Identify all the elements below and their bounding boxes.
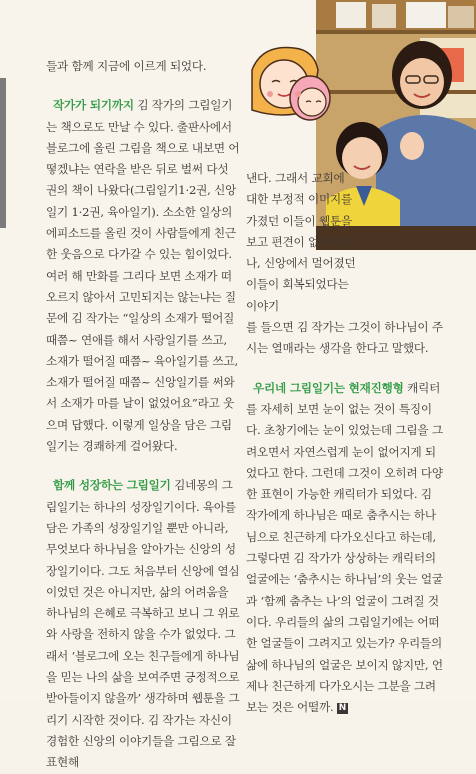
- section-3-text: 캐릭터를 자세히 보면 눈이 없는 것이 특징이다. 초창기에는 눈이 있었는데 그림을 그려오면서 자연스럽게 눈이 없어지게 되었다고 한다. 그런데 그것이 오히려 다양한 표현이 가능한 캐릭터가 되었다. 김 작가에게 하나님은 때로 춤추시는 하나님으로 친근하게 다가오신다고 하는데, 그렇다면 김 작가가 상상하는 캐릭터의 얼굴에는 ‘춤추시는 하나님’의 웃는 얼굴과 ‘함께 춤추는 나’의 얼굴이 그려질 것이다. 우리들의 삶의 그림일기에는 어떠한 얼굴들이 그려지고 있는가? 우리들의 삶에 하나님의 얼굴은 보이지 않지만, 언제나 친근하게 다가오시는 그분을 그려보는 것은 어떨까.: [246, 380, 443, 715]
- cartoon-characters-illustration: [232, 40, 336, 128]
- end-mark-icon: N: [338, 702, 347, 713]
- section-1-heading: 작가가 되기까지: [52, 98, 134, 113]
- section-1-text: 김 작가의 그림일기는 책으로도 만날 수 있다. 출판사에서 블로그에 올린 그림을 책으로 내보면 어떻겠냐는 연락을 받은 뒤로 벌써 다섯 권의 책이 나왔다(그림일기1·2권, 신앙일기 1·2권, 육아일기). 소소한 일상의 에피소드를 올린 것이 사람들에게 친근한 웃음으로 다가갈 수 있는 힘이었다. 여러 해 만화를 그리다 보면 소재가 떠오르지 않아서 고민되지는 않는냐는 질문에 김 작가는 “일상의 소재가 떨어질 때쯤~ 연애를 해서 사랑일기를 쓰고, 소재가 떨어질 때쯤~ 육아일기를 쓰고, 소재가 떨어질 때쯤~ 신앙일기를 써와서 소재가 마를 날이 없었어요”라고 웃으며 답했다. 이렇게 일상을 담은 그림일기는 경쾌하게 걸어왔다.: [46, 98, 240, 454]
- section-2-continued-narrow: 낸다. 그래서 교회에 대한 부정적 이미지를 가졌던 이들이 웹툰을 보고 편견이 없어지거나, 신앙에서 멀어졌던 이들이 회복되었다는 이야기: [246, 171, 356, 313]
- section-2-text: 김네몽의 그림일기는 하나의 성장일기이다. 육아를 담은 가족의 성장일기일 뿐만 아니라, 무엇보다 하나님을 알아가는 신앙의 성장일기이다. 그도 처음부터 신앙에 열심이었던 것은 아니지만, 삶의 어려움을 하나님의 은혜로 극복하고 보니 그 위로와 사랑을 전하지 않을 수가 없었다. 그래서 ‘블로그에 오는 친구들에게 하나님을 믿는 나의 삶을 보여주면 긍정적으로 받아들이지 않을까’ 생각하며 웹툰을 그리기 시작한 것이다. 김 작가는 자신이 경험한 신앙의 이야기들을 그림으로 잘 표현해: [46, 478, 240, 770]
- section-2-paragraph: [46, 475, 240, 773]
- page-edge-bar: [0, 78, 6, 228]
- intro-line: 들과 함께 지금에 이르게 되었다.: [46, 59, 207, 73]
- section-3-heading: 우리네 그림일기는 현재진행형: [252, 380, 404, 395]
- section-1-paragraph: [46, 95, 240, 457]
- left-column: [46, 56, 240, 774]
- section-3-paragraph: [246, 378, 444, 719]
- section-2-heading: 함께 성장하는 그림일기: [52, 478, 171, 493]
- section-2-continued: 를 들으면 김 작가는 그것이 하나님이 주시는 열매라는 생각을 한다고 말했다.: [246, 320, 443, 356]
- right-column: [246, 168, 444, 718]
